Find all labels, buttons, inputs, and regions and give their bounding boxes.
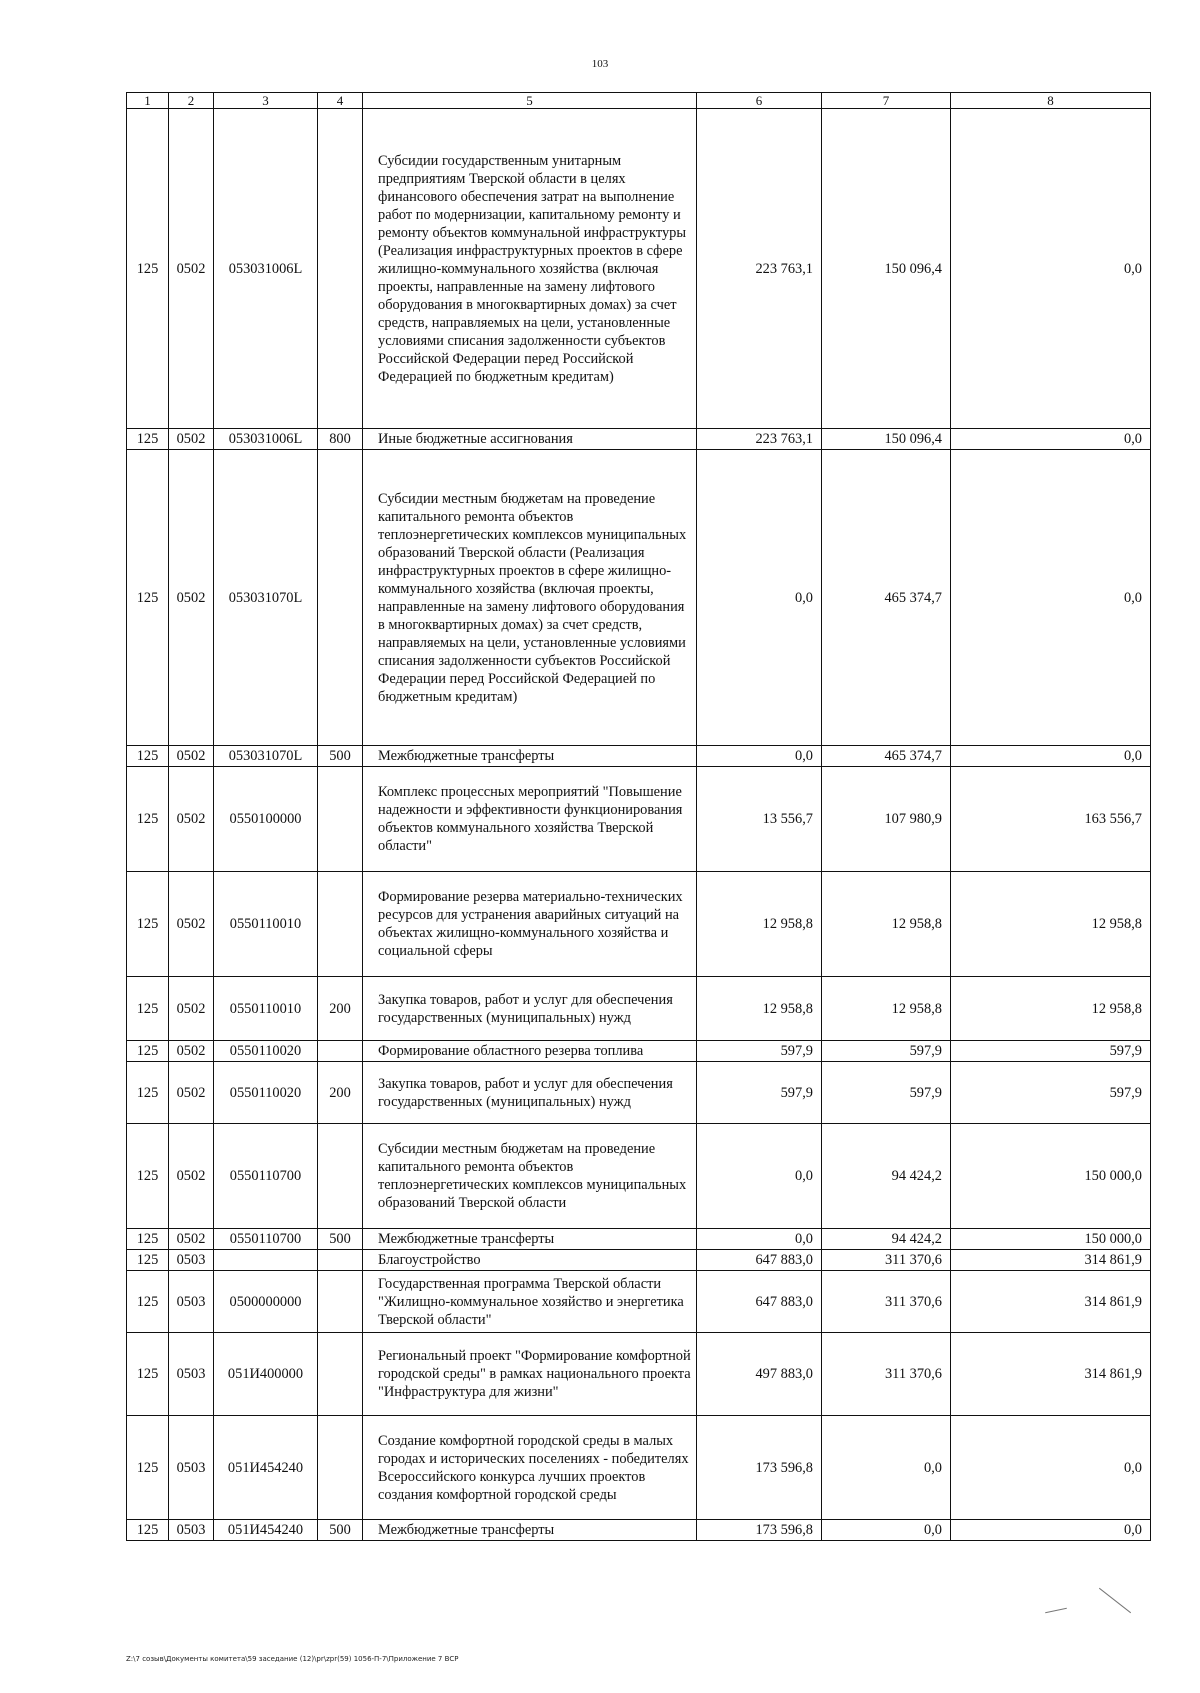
cell-amount-3: 0,0 bbox=[951, 746, 1151, 767]
cell-section: 0502 bbox=[169, 746, 214, 767]
table-row bbox=[127, 1520, 1151, 1541]
cell-section: 0502 bbox=[169, 1229, 214, 1250]
cell-target-article bbox=[214, 1250, 318, 1271]
cell-expense-type bbox=[318, 1250, 363, 1271]
cell-section: 0503 bbox=[169, 1520, 214, 1541]
cell-target-article: 053031006L bbox=[214, 429, 318, 450]
header-col-5: 5 bbox=[363, 93, 697, 109]
cell-amount-3: 314 861,9 bbox=[951, 1250, 1151, 1271]
table-row bbox=[127, 977, 1151, 1041]
cell-name: Закупка товаров, работ и услуг для обеспечения государственных (муниципальных) нужд bbox=[363, 1062, 697, 1124]
cell-name: Закупка товаров, работ и услуг для обеспечения государственных (муниципальных) нужд bbox=[363, 977, 697, 1041]
cell-amount-3: 150 000,0 bbox=[951, 1124, 1151, 1229]
cell-amount-2: 107 980,9 bbox=[822, 767, 951, 872]
cell-amount-1: 12 958,8 bbox=[697, 977, 822, 1041]
cell-expense-type bbox=[318, 109, 363, 429]
cell-amount-3: 597,9 bbox=[951, 1041, 1151, 1062]
cell-amount-3: 150 000,0 bbox=[951, 1229, 1151, 1250]
cell-amount-2: 12 958,8 bbox=[822, 977, 951, 1041]
cell-section: 0502 bbox=[169, 977, 214, 1041]
cell-amount-3: 314 861,9 bbox=[951, 1271, 1151, 1333]
header-col-1: 1 bbox=[127, 93, 169, 109]
cell-amount-1: 223 763,1 bbox=[697, 109, 822, 429]
table-row bbox=[127, 1271, 1151, 1333]
cell-amount-1: 647 883,0 bbox=[697, 1271, 822, 1333]
cell-name: Региональный проект "Формирование комфортной городской среды" в рамках национального проекта "Инфраструктура для жизни" bbox=[363, 1333, 697, 1416]
cell-amount-2: 597,9 bbox=[822, 1062, 951, 1124]
cell-target-article: 0550110700 bbox=[214, 1124, 318, 1229]
cell-amount-1: 12 958,8 bbox=[697, 872, 822, 977]
cell-amount-1: 0,0 bbox=[697, 746, 822, 767]
table-row bbox=[127, 872, 1151, 977]
cell-ministry: 125 bbox=[127, 872, 169, 977]
cell-expense-type: 800 bbox=[318, 429, 363, 450]
cell-amount-3: 0,0 bbox=[951, 429, 1151, 450]
cell-amount-2: 465 374,7 bbox=[822, 450, 951, 746]
cell-target-article: 0550100000 bbox=[214, 767, 318, 872]
cell-ministry: 125 bbox=[127, 1271, 169, 1333]
cell-expense-type: 500 bbox=[318, 1520, 363, 1541]
cell-expense-type bbox=[318, 1124, 363, 1229]
cell-target-article: 053031006L bbox=[214, 109, 318, 429]
cell-amount-1: 0,0 bbox=[697, 450, 822, 746]
cell-name: Благоустройство bbox=[363, 1250, 697, 1271]
cell-amount-1: 223 763,1 bbox=[697, 429, 822, 450]
cell-amount-2: 0,0 bbox=[822, 1416, 951, 1520]
table-row bbox=[127, 450, 1151, 746]
cell-name: Субсидии государственным унитарным предприятиям Тверской области в целях финансового обеспечения затрат на выполнение работ по модернизации, капитальному ремонту и ремонту объектов коммунальной инфраструктуры (Реализация инфраструктурных проектов в сфере жилищно-коммунального хозяйства (включая проекты, направленные на замену лифтового оборудования в многоквартирных домах) за счет средств, направляемых на цели, установленные условиями списания задолженности субъектов Российской Федерации перед Российской Федерацией по бюджетным кредитам) bbox=[363, 109, 697, 429]
cell-target-article: 053031070L bbox=[214, 746, 318, 767]
cell-target-article: 0550110700 bbox=[214, 1229, 318, 1250]
cell-ministry: 125 bbox=[127, 1333, 169, 1416]
cell-ministry: 125 bbox=[127, 1124, 169, 1229]
file-path-footer: Z:\7 созыв\Документы комитета\59 заседание (12)\pr\zpr(59) 1056-П-7\Приложение 7 ВСР bbox=[126, 1655, 459, 1663]
cell-amount-2: 311 370,6 bbox=[822, 1271, 951, 1333]
table-row bbox=[127, 1333, 1151, 1416]
table-row bbox=[127, 1041, 1151, 1062]
cell-amount-2: 150 096,4 bbox=[822, 109, 951, 429]
cell-expense-type bbox=[318, 872, 363, 977]
table-row bbox=[127, 1416, 1151, 1520]
cell-amount-1: 647 883,0 bbox=[697, 1250, 822, 1271]
header-col-7: 7 bbox=[822, 93, 951, 109]
cell-amount-2: 94 424,2 bbox=[822, 1229, 951, 1250]
cell-ministry: 125 bbox=[127, 1520, 169, 1541]
table-row bbox=[127, 1229, 1151, 1250]
cell-amount-2: 465 374,7 bbox=[822, 746, 951, 767]
cell-name: Формирование областного резерва топлива bbox=[363, 1041, 697, 1062]
cell-expense-type bbox=[318, 1041, 363, 1062]
header-col-4: 4 bbox=[318, 93, 363, 109]
cell-target-article: 051И454240 bbox=[214, 1416, 318, 1520]
cell-section: 0503 bbox=[169, 1271, 214, 1333]
cell-name: Создание комфортной городской среды в малых городах и исторических поселениях - победителях Всероссийского конкурса лучших проектов создания комфортной городской среды bbox=[363, 1416, 697, 1520]
cell-section: 0502 bbox=[169, 1124, 214, 1229]
table-row bbox=[127, 1124, 1151, 1229]
cell-section: 0502 bbox=[169, 109, 214, 429]
cell-expense-type: 500 bbox=[318, 746, 363, 767]
cell-name: Межбюджетные трансферты bbox=[363, 746, 697, 767]
cell-target-article: 053031070L bbox=[214, 450, 318, 746]
cell-amount-1: 13 556,7 bbox=[697, 767, 822, 872]
cell-name: Государственная программа Тверской области "Жилищно-коммунальное хозяйство и энергетика Тверской области" bbox=[363, 1271, 697, 1333]
cell-amount-3: 0,0 bbox=[951, 109, 1151, 429]
cell-amount-2: 0,0 bbox=[822, 1520, 951, 1541]
cell-section: 0502 bbox=[169, 450, 214, 746]
cell-amount-1: 597,9 bbox=[697, 1062, 822, 1124]
cell-amount-2: 150 096,4 bbox=[822, 429, 951, 450]
cell-target-article: 0550110020 bbox=[214, 1041, 318, 1062]
cell-expense-type bbox=[318, 450, 363, 746]
header-col-3: 3 bbox=[214, 93, 318, 109]
cell-ministry: 125 bbox=[127, 429, 169, 450]
budget-table bbox=[126, 92, 1151, 1541]
cell-amount-1: 497 883,0 bbox=[697, 1333, 822, 1416]
cell-section: 0502 bbox=[169, 1062, 214, 1124]
cell-amount-1: 173 596,8 bbox=[697, 1520, 822, 1541]
cell-expense-type bbox=[318, 1333, 363, 1416]
table-row bbox=[127, 767, 1151, 872]
cell-section: 0503 bbox=[169, 1250, 214, 1271]
cell-expense-type: 500 bbox=[318, 1229, 363, 1250]
cell-expense-type bbox=[318, 767, 363, 872]
cell-amount-1: 597,9 bbox=[697, 1041, 822, 1062]
cell-ministry: 125 bbox=[127, 1250, 169, 1271]
cell-ministry: 125 bbox=[127, 1229, 169, 1250]
cell-amount-2: 12 958,8 bbox=[822, 872, 951, 977]
table-row bbox=[127, 1062, 1151, 1124]
cell-ministry: 125 bbox=[127, 1062, 169, 1124]
cell-amount-3: 12 958,8 bbox=[951, 977, 1151, 1041]
cell-amount-1: 173 596,8 bbox=[697, 1416, 822, 1520]
cell-target-article: 0500000000 bbox=[214, 1271, 318, 1333]
cell-expense-type: 200 bbox=[318, 977, 363, 1041]
cell-expense-type: 200 bbox=[318, 1062, 363, 1124]
cell-name: Субсидии местным бюджетам на проведение капитального ремонта объектов теплоэнергетических комплексов муниципальных образований Тверской области (Реализация инфраструктурных проектов в сфере жилищно-коммунального хозяйства (включая проекты, направленные на замену лифтового оборудования в многоквартирных домах) за счет средств, направляемых на цели, установленные условиями списания задолженности субъектов Российской Федерации перед Российской Федерацией по бюджетным кредитам) bbox=[363, 450, 697, 746]
cell-expense-type bbox=[318, 1271, 363, 1333]
cell-section: 0502 bbox=[169, 872, 214, 977]
cell-amount-2: 94 424,2 bbox=[822, 1124, 951, 1229]
cell-ministry: 125 bbox=[127, 1416, 169, 1520]
cell-name: Иные бюджетные ассигнования bbox=[363, 429, 697, 450]
cell-ministry: 125 bbox=[127, 746, 169, 767]
cell-amount-3: 0,0 bbox=[951, 450, 1151, 746]
column-number-header bbox=[127, 93, 1151, 109]
cell-expense-type bbox=[318, 1416, 363, 1520]
table-row bbox=[127, 1250, 1151, 1271]
cell-amount-1: 0,0 bbox=[697, 1229, 822, 1250]
cell-name: Межбюджетные трансферты bbox=[363, 1229, 697, 1250]
cell-section: 0502 bbox=[169, 1041, 214, 1062]
cell-section: 0503 bbox=[169, 1416, 214, 1520]
cell-amount-3: 163 556,7 bbox=[951, 767, 1151, 872]
header-col-6: 6 bbox=[697, 93, 822, 109]
header-col-2: 2 bbox=[169, 93, 214, 109]
cell-target-article: 0550110010 bbox=[214, 872, 318, 977]
cell-amount-2: 597,9 bbox=[822, 1041, 951, 1062]
cell-ministry: 125 bbox=[127, 450, 169, 746]
cell-section: 0503 bbox=[169, 1333, 214, 1416]
cell-amount-2: 311 370,6 bbox=[822, 1333, 951, 1416]
cell-name: Формирование резерва материально-технических ресурсов для устранения аварийных ситуаций на объектах жилищно-коммунального хозяйства и социальной сферы bbox=[363, 872, 697, 977]
cell-ministry: 125 bbox=[127, 767, 169, 872]
cell-amount-3: 0,0 bbox=[951, 1416, 1151, 1520]
cell-name: Субсидии местным бюджетам на проведение капитального ремонта объектов теплоэнергетических комплексов муниципальных образований Тверской области bbox=[363, 1124, 697, 1229]
cell-amount-3: 0,0 bbox=[951, 1520, 1151, 1541]
cell-name: Комплекс процессных мероприятий "Повышение надежности и эффективности функционирования объектов коммунального хозяйства Тверской области" bbox=[363, 767, 697, 872]
cell-target-article: 0550110010 bbox=[214, 977, 318, 1041]
cell-amount-3: 597,9 bbox=[951, 1062, 1151, 1124]
cell-ministry: 125 bbox=[127, 977, 169, 1041]
table-row bbox=[127, 746, 1151, 767]
header-col-8: 8 bbox=[951, 93, 1151, 109]
page-number: 103 bbox=[591, 58, 609, 70]
table-row bbox=[127, 109, 1151, 429]
cell-name: Межбюджетные трансферты bbox=[363, 1520, 697, 1541]
scan-mark bbox=[1045, 1608, 1067, 1614]
cell-amount-2: 311 370,6 bbox=[822, 1250, 951, 1271]
scan-mark bbox=[1099, 1588, 1131, 1613]
cell-amount-3: 12 958,8 bbox=[951, 872, 1151, 977]
cell-target-article: 051И454240 bbox=[214, 1520, 318, 1541]
table-row bbox=[127, 429, 1151, 450]
cell-target-article: 0550110020 bbox=[214, 1062, 318, 1124]
cell-ministry: 125 bbox=[127, 1041, 169, 1062]
cell-amount-3: 314 861,9 bbox=[951, 1333, 1151, 1416]
cell-target-article: 051И400000 bbox=[214, 1333, 318, 1416]
cell-section: 0502 bbox=[169, 429, 214, 450]
cell-section: 0502 bbox=[169, 767, 214, 872]
cell-ministry: 125 bbox=[127, 109, 169, 429]
cell-amount-1: 0,0 bbox=[697, 1124, 822, 1229]
